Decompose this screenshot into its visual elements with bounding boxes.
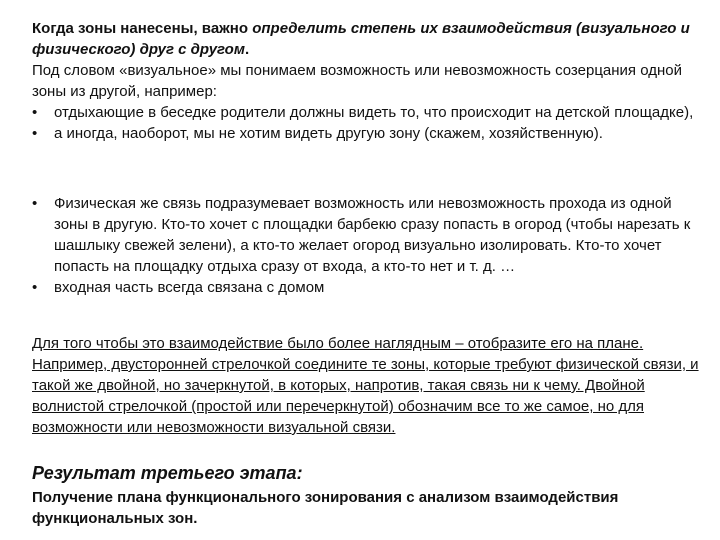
instruction-text: Для того чтобы это взаимодействие было более наглядным – отобразите его на плане. Например, двусторонней стрелочкой соедините те зоны, которые требуют физической связи, и такой же двойной, но зачеркнутой, в которых, напротив, такая связь ни к чему. Двойной волнистой стрелочкой (простой или перечеркнутой) обозначим все то же самое, но для возможности или невозможности визуальной связи. [32, 335, 699, 436]
list-item [32, 102, 700, 123]
list-item-text: входная часть всегда связана с домом [54, 279, 325, 296]
intro-definition: Под словом «визуальное» мы понимаем возможность или невозможность созерцания одной зоны из другой, например: [32, 62, 682, 100]
physical-list [32, 193, 700, 298]
list-item [32, 193, 700, 277]
list-item [32, 277, 700, 298]
list-item-text: отдыхающие в беседке родители должны видеть то, что происходит на детской площадке), [54, 104, 694, 121]
bullet-icon: • [32, 104, 38, 121]
instruction-block [32, 333, 700, 438]
stage-result-heading: Результат третьего этапа: [32, 463, 303, 483]
intro-lead-emphasis: определить степень их взаимодействия (визуального и физического) друг с другом [32, 20, 690, 58]
intro-lead-text: Когда зоны нанесены, важно [32, 20, 253, 37]
visual-examples-list [32, 102, 700, 144]
intro-block [32, 18, 700, 144]
list-item-text: Физическая же связь подразумевает возможность или невозможность прохода из одной зоны в другую. Кто-то хочет с площадки барбекю сразу попасть в огород (чтобы нарезать к шашлыку свежей зелени), а кто-то желает огород визуально изолировать. Кто-то хочет попасть на площадку отдыха сразу от входа, а кто-то нет и т. д. … [54, 195, 691, 275]
stage-result-heading-block [32, 461, 700, 485]
bullet-icon: • [32, 195, 38, 212]
bullet-icon: • [32, 125, 38, 142]
intro-lead [32, 18, 700, 60]
stage-result-text: Получение плана функционального зонирования с анализом взаимодействия функциональных зон. [32, 489, 619, 527]
bullet-icon: • [32, 279, 38, 296]
list-item-text: а иногда, наоборот, мы не хотим видеть другую зону (скажем, хозяйственную). [54, 125, 603, 142]
physical-block [32, 193, 700, 298]
list-item [32, 123, 700, 144]
stage-result-block [32, 487, 700, 529]
intro-lead-end: . [244, 41, 250, 58]
